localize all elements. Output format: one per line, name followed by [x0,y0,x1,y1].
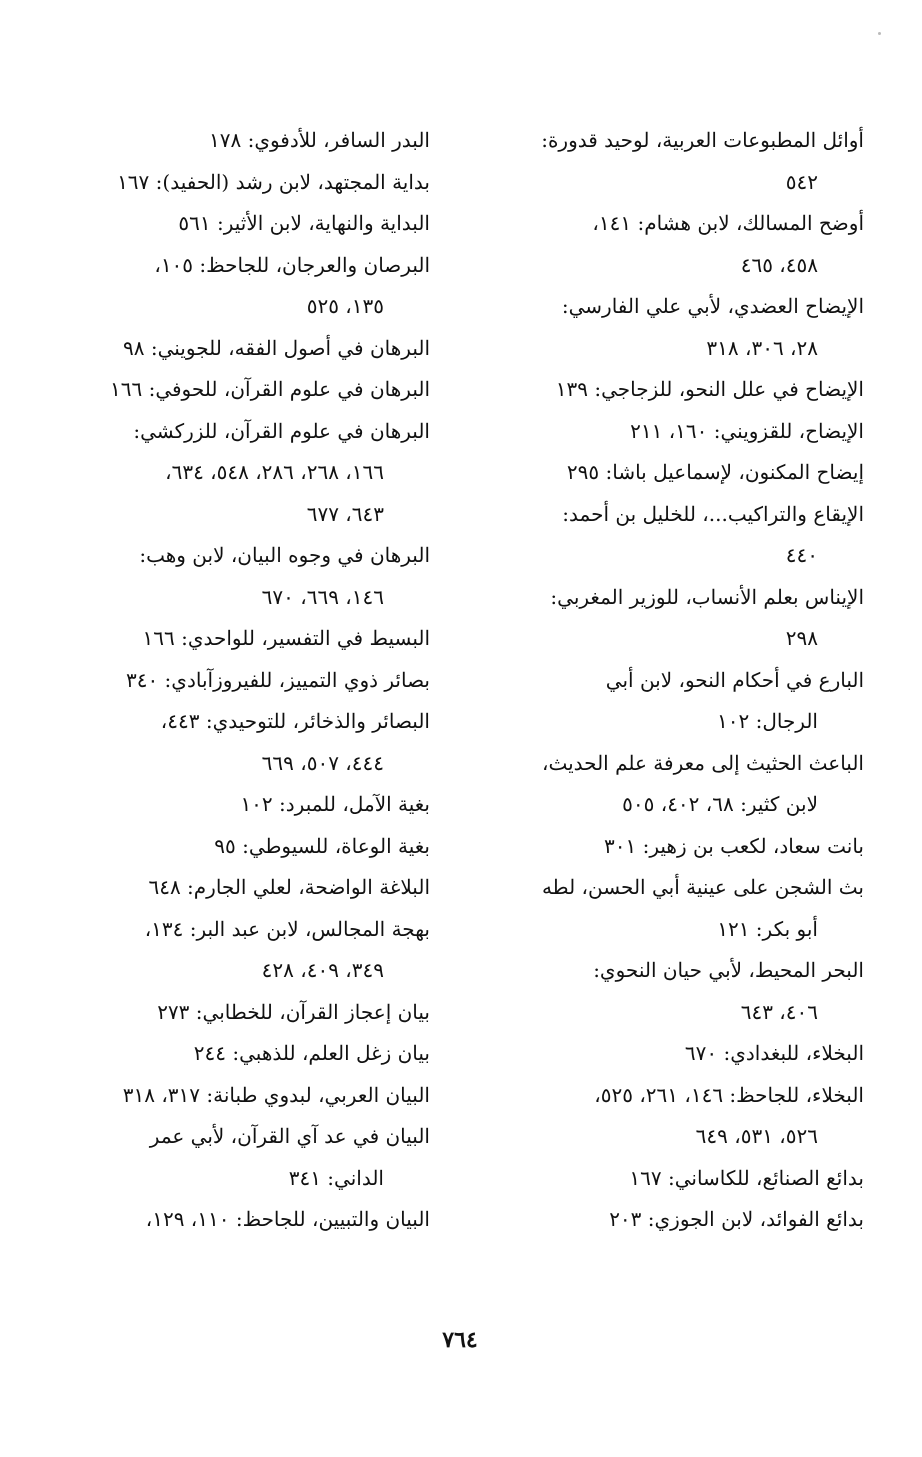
index-line: البيان في عد آي القرآن، لأبي عمر [149,1124,430,1148]
index-line: ٥٢٦، ٥٣١، ٦٤٩ [695,1124,818,1148]
index-line: البيان العربي، لبدوي طبانة: ٣١٧، ٣١٨ [122,1082,430,1107]
index-line: بدائع الفوائد، لابن الجوزي: ٢٠٣ [609,1207,864,1231]
index-line: البارع في أحكام النحو، لابن أبي [605,667,864,692]
index-line: البسيط في التفسير، للواحدي: ١٦٦ [142,626,430,650]
index-line: ٤٥٨، ٤٦٥ [740,252,818,277]
left-index-column [58,120,430,1241]
index-line: إيضاح المكنون، لإسماعيل باشا: ٢٩٥ [566,460,864,484]
index-line: ٢٨، ٣٠٦، ٣١٨ [706,335,818,360]
index-line: ٣٤٩، ٤٠٩، ٤٢٨ [261,958,384,982]
index-line: الباعث الحثيث إلى معرفة علم الحديث، [542,750,864,775]
index-line: البرصان والعرجان، للجاحظ: ١٠٥، [154,252,430,277]
index-line: لابن كثير: ٦٨، ٤٠٢، ٥٠٥ [622,792,818,816]
index-line: الإيقاع والتراكيب...، للخليل بن أحمد: [562,501,864,526]
page-number: ٧٦٤ [442,1327,478,1353]
index-line: البحر المحيط، لأبي حيان النحوي: [593,958,864,982]
corner-dot [878,32,881,35]
index-line: بيان زغل العلم، للذهبي: ٢٤٤ [193,1041,430,1065]
index-line: ٤٤٠ [785,543,818,567]
index-line: ٥٤٢ [785,169,818,194]
index-line: بث الشجن على عينية أبي الحسن، لطه [541,875,864,899]
index-line: البداية والنهاية، لابن الأثير: ٥٦١ [178,211,430,235]
index-line: الرجال: ١٠٢ [716,709,818,733]
index-line: الإيضاح العضدي، لأبي علي الفارسي: [561,294,864,318]
index-line: البلاغة الواضحة، لعلي الجارم: ٦٤٨ [148,875,430,899]
index-line: ٦٤٣، ٦٧٧ [306,501,384,526]
index-line: البدر السافر، للأدفوي: ١٧٨ [208,128,430,152]
index-line: بدائع الصنائع، للكاساني: ١٦٧ [629,1165,864,1190]
index-line: ١٣٥، ٥٢٥ [306,294,384,318]
index-line: البخلاء، للبغدادي: ٦٧٠ [684,1041,864,1065]
index-line: ٢٩٨ [785,626,818,650]
index-line: البيان والتبيين، للجاحظ: ١١٠، ١٢٩، [145,1207,430,1231]
index-line: الإيناس بعلم الأنساب، للوزير المغربي: [550,584,864,609]
index-line: بغية الوعاة، للسيوطي: ٩٥ [214,833,430,858]
index-line: بيان إعجاز القرآن، للخطابي: ٢٧٣ [157,999,430,1024]
right-index-column [482,120,864,1241]
index-line: الإيضاح في علل النحو، للزجاجي: ١٣٩ [555,377,864,401]
index-line: ١٤٦، ٦٦٩، ٦٧٠ [261,584,384,609]
index-line: ١٦٦، ٢٦٨، ٢٨٦، ٥٤٨، ٦٣٤، [165,460,384,484]
index-line: بغية الآمل، للمبرد: ١٠٢ [240,792,430,816]
index-line: أوائل المطبوعات العربية، لوحيد قدورة: [541,128,864,152]
index-line: أوضح المسالك، لابن هشام: ١٤١، [592,211,864,235]
index-line: البرهان في علوم القرآن، للزركشي: [133,418,430,443]
index-line: بهجة المجالس، لابن عبد البر: ١٣٤، [144,916,430,941]
index-line: الإيضاح، للقزويني: ١٦٠، ٢١١ [630,418,864,443]
index-line: البرهان في وجوه البيان، لابن وهب: [139,543,430,567]
index-line: بداية المجتهد، لابن رشد (الحفيد): ١٦٧ [117,169,430,194]
index-line: البرهان في علوم القرآن، للحوفي: ١٦٦ [110,377,430,401]
index-line: البصائر والذخائر، للتوحيدي: ٤٤٣، [160,709,430,733]
index-line: ٤٠٦، ٦٤٣ [740,999,818,1024]
index-line: ٤٤٤، ٥٠٧، ٦٦٩ [261,750,384,775]
index-line: البخلاء، للجاحظ: ١٤٦، ٢٦١، ٥٢٥، [594,1082,864,1107]
index-line: بانت سعاد، لكعب بن زهير: ٣٠١ [604,833,864,858]
index-line: بصائر ذوي التمييز، للفيروزآبادي: ٣٤٠ [125,667,430,692]
index-line: البرهان في أصول الفقه، للجويني: ٩٨ [123,335,430,360]
index-line: الداني: ٣٤١ [288,1165,384,1190]
index-line: أبو بكر: ١٢١ [717,916,818,941]
